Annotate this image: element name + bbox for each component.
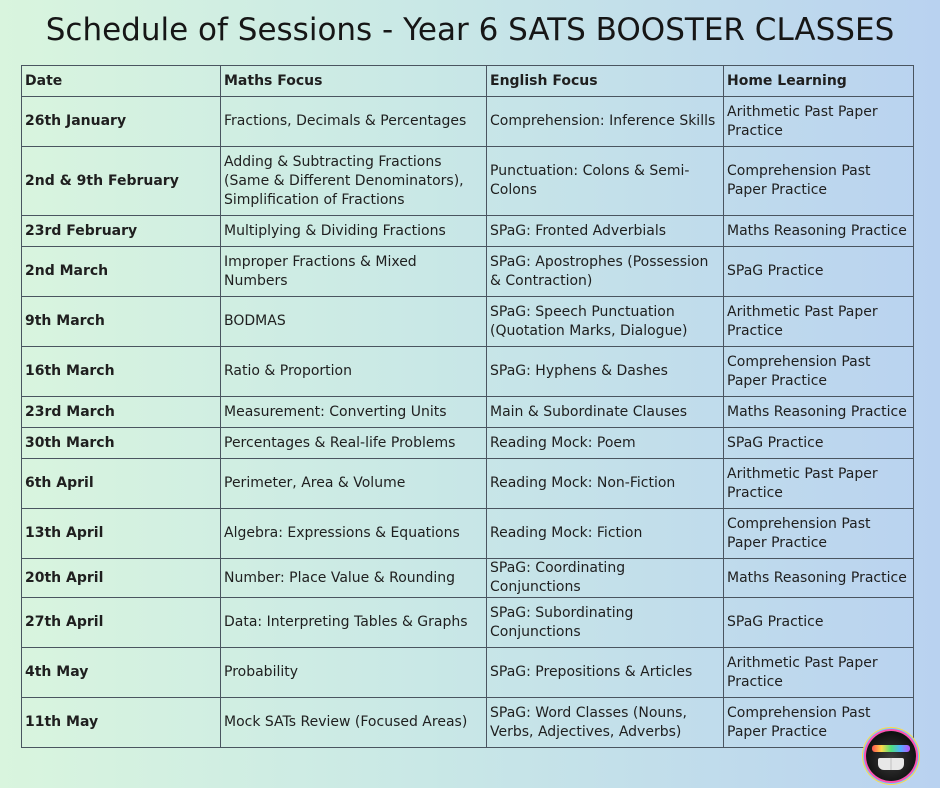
- cell-english: SPaG: Speech Punctuation (Quotation Marks, Dialogue): [487, 297, 724, 347]
- cell-maths: Fractions, Decimals & Percentages: [221, 97, 487, 147]
- cell-date: 13th April: [22, 509, 221, 559]
- cell-date: 23rd March: [22, 397, 221, 428]
- cell-home: Arithmetic Past Paper Practice: [724, 97, 914, 147]
- header-date: Date: [22, 66, 221, 97]
- header-maths-focus: Maths Focus: [221, 66, 487, 97]
- cell-english: Main & Subordinate Clauses: [487, 397, 724, 428]
- table-row: [22, 347, 914, 397]
- cell-english: SPaG: Coordinating Conjunctions: [487, 559, 724, 598]
- table-row: [22, 559, 914, 598]
- table-row: [22, 509, 914, 559]
- cell-english: SPaG: Subordinating Conjunctions: [487, 598, 724, 648]
- cell-maths: Percentages & Real-life Problems: [221, 428, 487, 459]
- cell-english: Reading Mock: Fiction: [487, 509, 724, 559]
- cell-date: 2nd March: [22, 247, 221, 297]
- cell-home: Arithmetic Past Paper Practice: [724, 459, 914, 509]
- table-row: [22, 216, 914, 247]
- cell-english: SPaG: Hyphens & Dashes: [487, 347, 724, 397]
- table-row: [22, 147, 914, 216]
- table-row: [22, 698, 914, 748]
- cell-date: 16th March: [22, 347, 221, 397]
- cell-home: SPaG Practice: [724, 247, 914, 297]
- cell-date: 20th April: [22, 559, 221, 598]
- cell-maths: Perimeter, Area & Volume: [221, 459, 487, 509]
- cell-home: SPaG Practice: [724, 598, 914, 648]
- cell-home: Maths Reasoning Practice: [724, 559, 914, 598]
- cell-home: Comprehension Past Paper Practice: [724, 347, 914, 397]
- cell-home: Maths Reasoning Practice: [724, 397, 914, 428]
- cell-maths: Mock SATs Review (Focused Areas): [221, 698, 487, 748]
- cell-english: Punctuation: Colons & Semi-Colons: [487, 147, 724, 216]
- cell-date: 6th April: [22, 459, 221, 509]
- schedule-table: [21, 65, 914, 748]
- book-logo-icon: [866, 731, 916, 781]
- table-row: [22, 247, 914, 297]
- cell-maths: Ratio & Proportion: [221, 347, 487, 397]
- cell-maths: Adding & Subtracting Fractions (Same & Different Denominators), Simplification of Fractions: [221, 147, 487, 216]
- cell-date: 2nd & 9th February: [22, 147, 221, 216]
- cell-english: Reading Mock: Poem: [487, 428, 724, 459]
- logo-open-book: [878, 758, 904, 770]
- cell-home: Maths Reasoning Practice: [724, 216, 914, 247]
- cell-english: Comprehension: Inference Skills: [487, 97, 724, 147]
- cell-maths: Probability: [221, 648, 487, 698]
- cell-maths: Data: Interpreting Tables & Graphs: [221, 598, 487, 648]
- table-row: [22, 598, 914, 648]
- cell-home: Comprehension Past Paper Practice: [724, 698, 914, 748]
- cell-maths: Algebra: Expressions & Equations: [221, 509, 487, 559]
- cell-english: SPaG: Prepositions & Articles: [487, 648, 724, 698]
- header-english-focus: English Focus: [487, 66, 724, 97]
- page-title: Schedule of Sessions - Year 6 SATS BOOSTER CLASSES: [45, 12, 895, 48]
- cell-date: 27th April: [22, 598, 221, 648]
- cell-maths: Measurement: Converting Units: [221, 397, 487, 428]
- cell-english: SPaG: Fronted Adverbials: [487, 216, 724, 247]
- table-row: [22, 97, 914, 147]
- cell-date: 26th January: [22, 97, 221, 147]
- cell-maths: Improper Fractions & Mixed Numbers: [221, 247, 487, 297]
- table-row: [22, 428, 914, 459]
- cell-maths: Multiplying & Dividing Fractions: [221, 216, 487, 247]
- cell-home: Arithmetic Past Paper Practice: [724, 297, 914, 347]
- cell-english: Reading Mock: Non-Fiction: [487, 459, 724, 509]
- cell-english: SPaG: Word Classes (Nouns, Verbs, Adjectives, Adverbs): [487, 698, 724, 748]
- cell-maths: Number: Place Value & Rounding: [221, 559, 487, 598]
- header-home-learning: Home Learning: [724, 66, 914, 97]
- cell-date: 30th March: [22, 428, 221, 459]
- table-row: [22, 397, 914, 428]
- cell-english: SPaG: Apostrophes (Possession & Contraction): [487, 247, 724, 297]
- logo-rainbow-band: [872, 745, 910, 752]
- cell-date: 9th March: [22, 297, 221, 347]
- cell-date: 11th May: [22, 698, 221, 748]
- table-header-row: [22, 66, 914, 97]
- table-row: [22, 648, 914, 698]
- cell-date: 4th May: [22, 648, 221, 698]
- table-row: [22, 297, 914, 347]
- cell-maths: BODMAS: [221, 297, 487, 347]
- cell-home: Arithmetic Past Paper Practice: [724, 648, 914, 698]
- cell-home: SPaG Practice: [724, 428, 914, 459]
- cell-home: Comprehension Past Paper Practice: [724, 509, 914, 559]
- cell-home: Comprehension Past Paper Practice: [724, 147, 914, 216]
- cell-date: 23rd February: [22, 216, 221, 247]
- table-row: [22, 459, 914, 509]
